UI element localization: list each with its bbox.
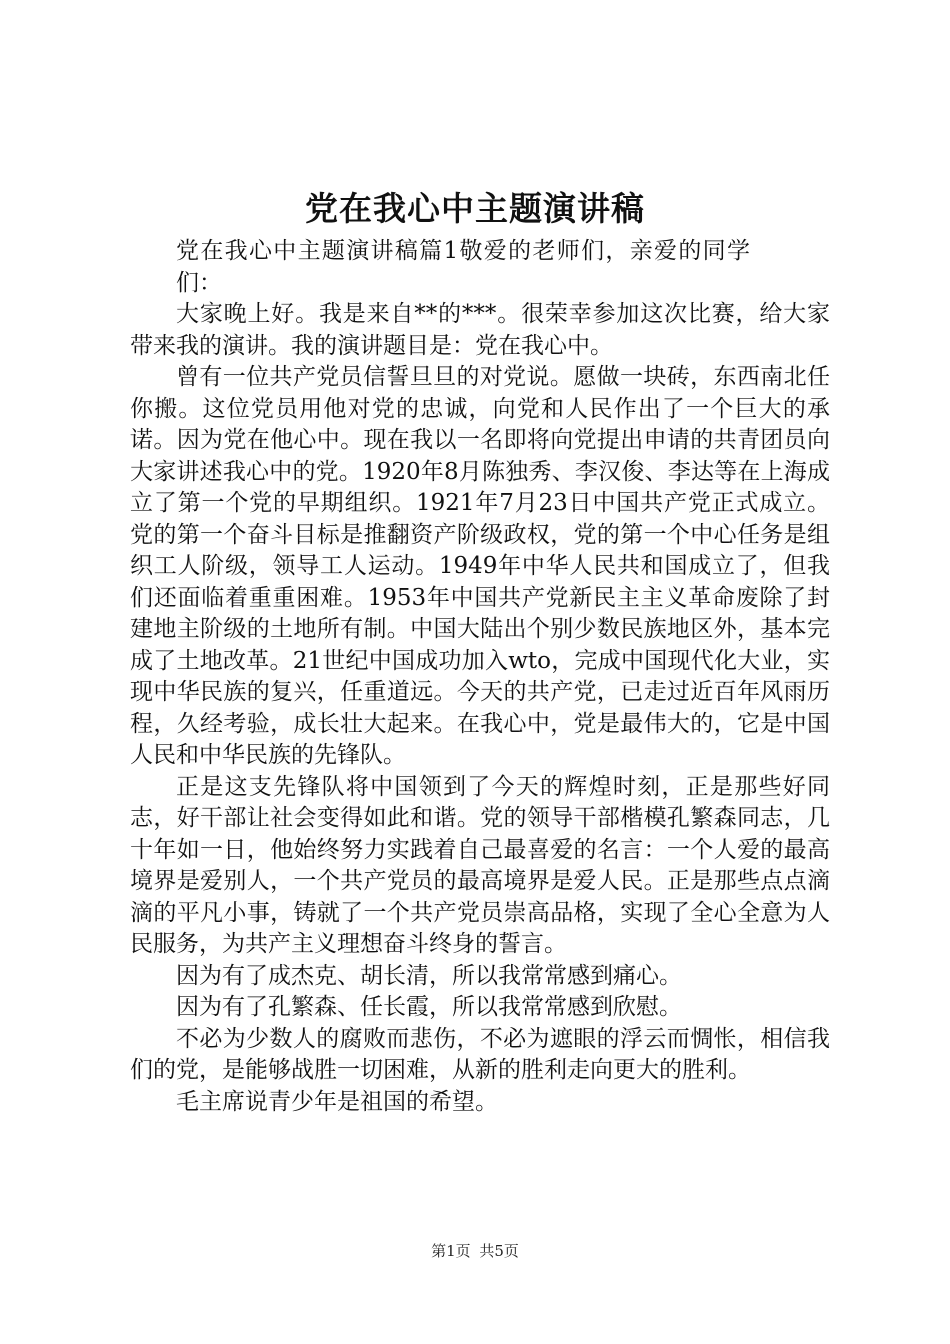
paragraph: 不必为少数人的腐败而悲伤，不必为遮眼的浮云而惆怅，相信我们的党，是能够战胜一切困难，从新的胜利走向更大的胜利。 xyxy=(130,1025,830,1083)
document-body xyxy=(130,236,830,1118)
page-number: 第1页 xyxy=(431,1242,471,1260)
document-title: 党在我心中主题演讲稿 xyxy=(305,189,645,228)
paragraph: 因为有了成杰克、胡长清，所以我常常感到痛心。 xyxy=(176,962,682,989)
page-total: 共5页 xyxy=(479,1242,519,1260)
paragraph: 党在我心中主题演讲稿篇1敬爱的老师们，亲爱的同学们： xyxy=(176,238,750,296)
paragraph: 曾有一位共产党员信誓旦旦的对党说。愿做一块砖，东西南北任你搬。这位党员用他对党的忠诚，向党和人民作出了一个巨大的承诺。因为党在他心中。现在我以一名即将向党提出申请的共青团员向大家讲述我心中的党。1920年8月陈独秀、李汉俊、李达等在上海成立了第一个党的早期组织。1921年7月23日中国共产党正式成立。党的第一个奋斗目标是推翻资产阶级政权，党的第一个中心任务是组织工人阶级，领导工人运动。1949年中华人民共和国成立了，但我们还面临着重重困难。1953年中国共产党新民主主义革命废除了封建地主阶级的土地所有制。中国大陆出个别少数民族地区外，基本完成了土地改革。21世纪中国成功加入wto，完成中国现代化大业，实现中华民族的复兴，任重道远。今天的共产党，已走过近百年风雨历程，久经考验，成长壮大起来。在我心中，党是最伟大的，它是中国人民和中华民族的先锋队。 xyxy=(130,364,830,768)
page-footer xyxy=(0,1240,950,1261)
paragraph: 因为有了孔繁森、任长霞，所以我常常感到欣慰。 xyxy=(176,994,682,1020)
paragraph: 大家晚上好。我是来自**的***。很荣幸参加这次比赛，给大家带来我的演讲。我的演讲题目是：党在我心中。 xyxy=(130,301,830,359)
paragraph: 毛主席说青少年是祖国的希望。 xyxy=(176,1088,498,1115)
paragraph: 正是这支先锋队将中国领到了今天的辉煌时刻，正是那些好同志，好干部让社会变得如此和谐。党的领导干部楷模孔繁森同志，几十年如一日，他始终努力实践着自己最喜爱的名言：一个人爱的最高境界是爱别人，一个共产党员的最高境界是爱人民。正是那些点点滴滴的平凡小事，铸就了一个共产党员崇高品格，实现了全心全意为人民服务，为共产主义理想奋斗终身的誓言。 xyxy=(130,773,830,957)
